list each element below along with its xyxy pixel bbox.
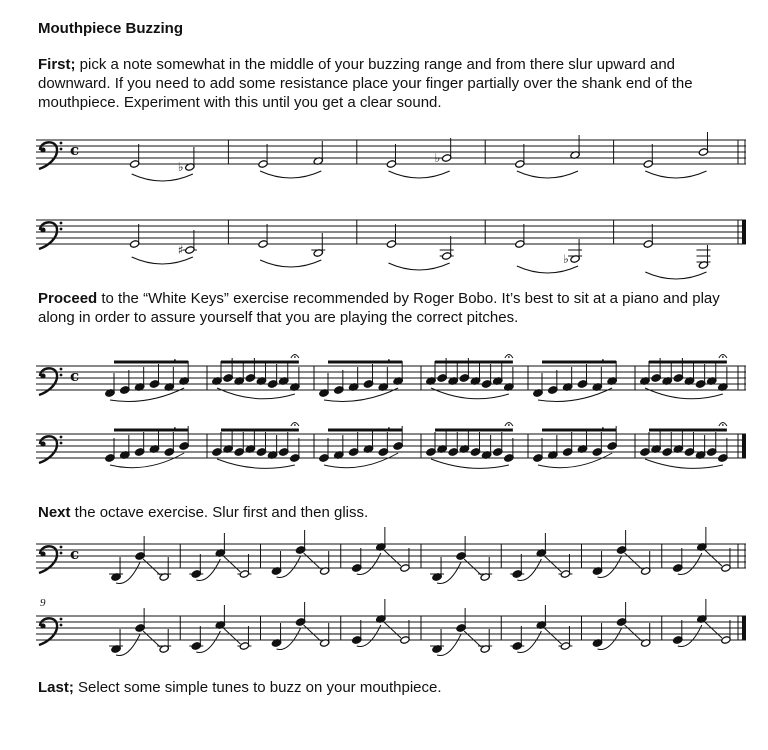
measure [515,135,581,178]
paragraph-lead: Next [38,504,71,521]
music-system-3 [36,352,746,408]
gliss-line [304,625,321,641]
measure [189,533,251,581]
fermata-dot [722,424,724,426]
bass-clef-dot [40,227,45,232]
flat-sign: ♭ [563,252,569,266]
gliss-line [625,553,642,569]
gliss-line [143,631,160,647]
staccato-dot [388,359,390,361]
paragraph-text: the octave exercise. Slur first and then gliss. [70,504,369,521]
staff-svg [36,420,746,476]
measure [271,530,329,578]
measure [105,426,189,468]
paragraph-lead: First; [38,56,76,73]
measure [673,599,731,647]
measure [643,132,709,178]
bass-clef-dot [60,618,63,621]
measure [430,536,492,584]
paragraph-last [38,678,738,697]
music-system-4 [36,420,746,476]
slur [260,260,321,267]
staccato-dot [602,427,604,429]
bass-clef-dot [40,147,45,152]
final-bar-line [742,220,746,244]
measure [510,605,572,653]
page-title: Mouthpiece Buzzing [38,20,183,37]
music-system-5 [36,530,746,586]
measure [640,355,728,399]
paragraph-first [38,55,738,112]
music-system-6 [36,602,746,658]
measure [319,426,403,468]
bass-clef-dot [60,624,63,627]
slur [645,459,723,468]
measure [109,608,171,656]
fermata-dot [722,356,724,358]
measure [426,355,514,399]
paragraph-text: pick a note somewhat in the middle of your buzzing range and from there slur upward and downward. If you need to add some resistance place your finger partially over the shank end of the mouthpiece. Experiment with this until you get a clear sound. [38,56,693,111]
bass-clef-dot [40,441,45,446]
paragraph-text: to the “White Keys” exercise recommended by Roger Bobo. It’s best to sit at a piano and play along in order to assure yourself that you are playing the correct pitches. [38,290,720,326]
measure-number: 9 [40,597,46,609]
final-bar-line [742,434,746,458]
gliss-line [464,559,481,575]
music-system-2 [36,206,746,266]
measure [592,602,650,650]
bass-clef-dot [60,552,63,555]
staff-svg [36,352,746,408]
measure [533,426,617,468]
staff-svg [36,126,746,182]
slur [517,171,578,178]
staccato-dot [602,359,604,361]
gliss-line [464,631,481,647]
bass-clef-dot [60,142,63,145]
bass-clef-dot [60,436,63,439]
flat-sign: ♭ [434,151,441,165]
paragraph-proceed [38,289,738,327]
measure [426,423,514,469]
time-signature: c [70,367,80,385]
bass-clef-dot [40,373,45,378]
slur [388,171,449,178]
flat-sign: ♭ [177,160,184,174]
measure [352,599,410,647]
gliss-line [384,550,401,566]
bass-clef-dot [60,228,63,231]
measure [352,527,410,575]
gliss-line [304,553,321,569]
slur [217,459,295,468]
measure [533,359,617,401]
gliss-line [705,622,722,638]
bass-clef-dot [60,368,63,371]
gliss-line [705,550,722,566]
measure [386,224,453,270]
bass-clef-dot [40,551,45,556]
slur [431,459,509,468]
gliss-line [143,559,160,575]
slur [132,174,193,181]
slur [260,171,321,178]
time-signature: c [70,545,80,563]
fermata-dot [508,356,510,358]
sharp-sign: ♯ [177,243,184,257]
fermata-dot [508,424,510,426]
gliss-line [384,622,401,638]
measure [515,224,582,273]
fermata-dot [294,356,296,358]
measure [189,605,251,653]
staccato-dot [174,359,176,361]
staccato-dot [388,427,390,429]
final-bar-line [742,616,746,640]
measure [271,602,329,650]
measure [319,359,403,401]
measure [258,141,324,178]
staff-svg [36,206,746,266]
measure [640,423,728,469]
paragraph-next [38,503,738,522]
measure [212,423,300,469]
staff-svg [36,602,746,658]
measure [592,530,650,578]
measure [105,359,189,401]
bass-clef-dot [60,222,63,225]
measure [130,144,196,181]
staff-svg [36,530,746,586]
slur [132,257,193,264]
measure [673,527,731,575]
gliss-line [544,628,561,644]
paragraph-text: Select some simple tunes to buzz on your mouthpiece. [73,679,442,696]
bass-clef-dot [60,374,63,377]
gliss-line [544,556,561,572]
slur [645,272,706,279]
bass-clef-dot [60,442,63,445]
gliss-line [223,628,240,644]
time-signature: c [70,141,80,159]
measure [510,533,572,581]
fermata-dot [294,424,296,426]
gliss-line [223,556,240,572]
measure [212,355,300,399]
gliss-line [625,625,642,641]
slur [517,266,578,273]
slur [645,171,706,178]
bass-clef-dot [60,546,63,549]
bass-clef-dot [40,623,45,628]
slur [388,263,449,270]
music-system-1 [36,126,746,182]
measure [258,224,325,267]
measure [109,536,171,584]
paragraph-lead: Last; [38,679,74,696]
paragraph-lead: Proceed [38,290,98,307]
bass-clef-dot [60,148,63,151]
staccato-dot [174,427,176,429]
measure [430,608,492,656]
